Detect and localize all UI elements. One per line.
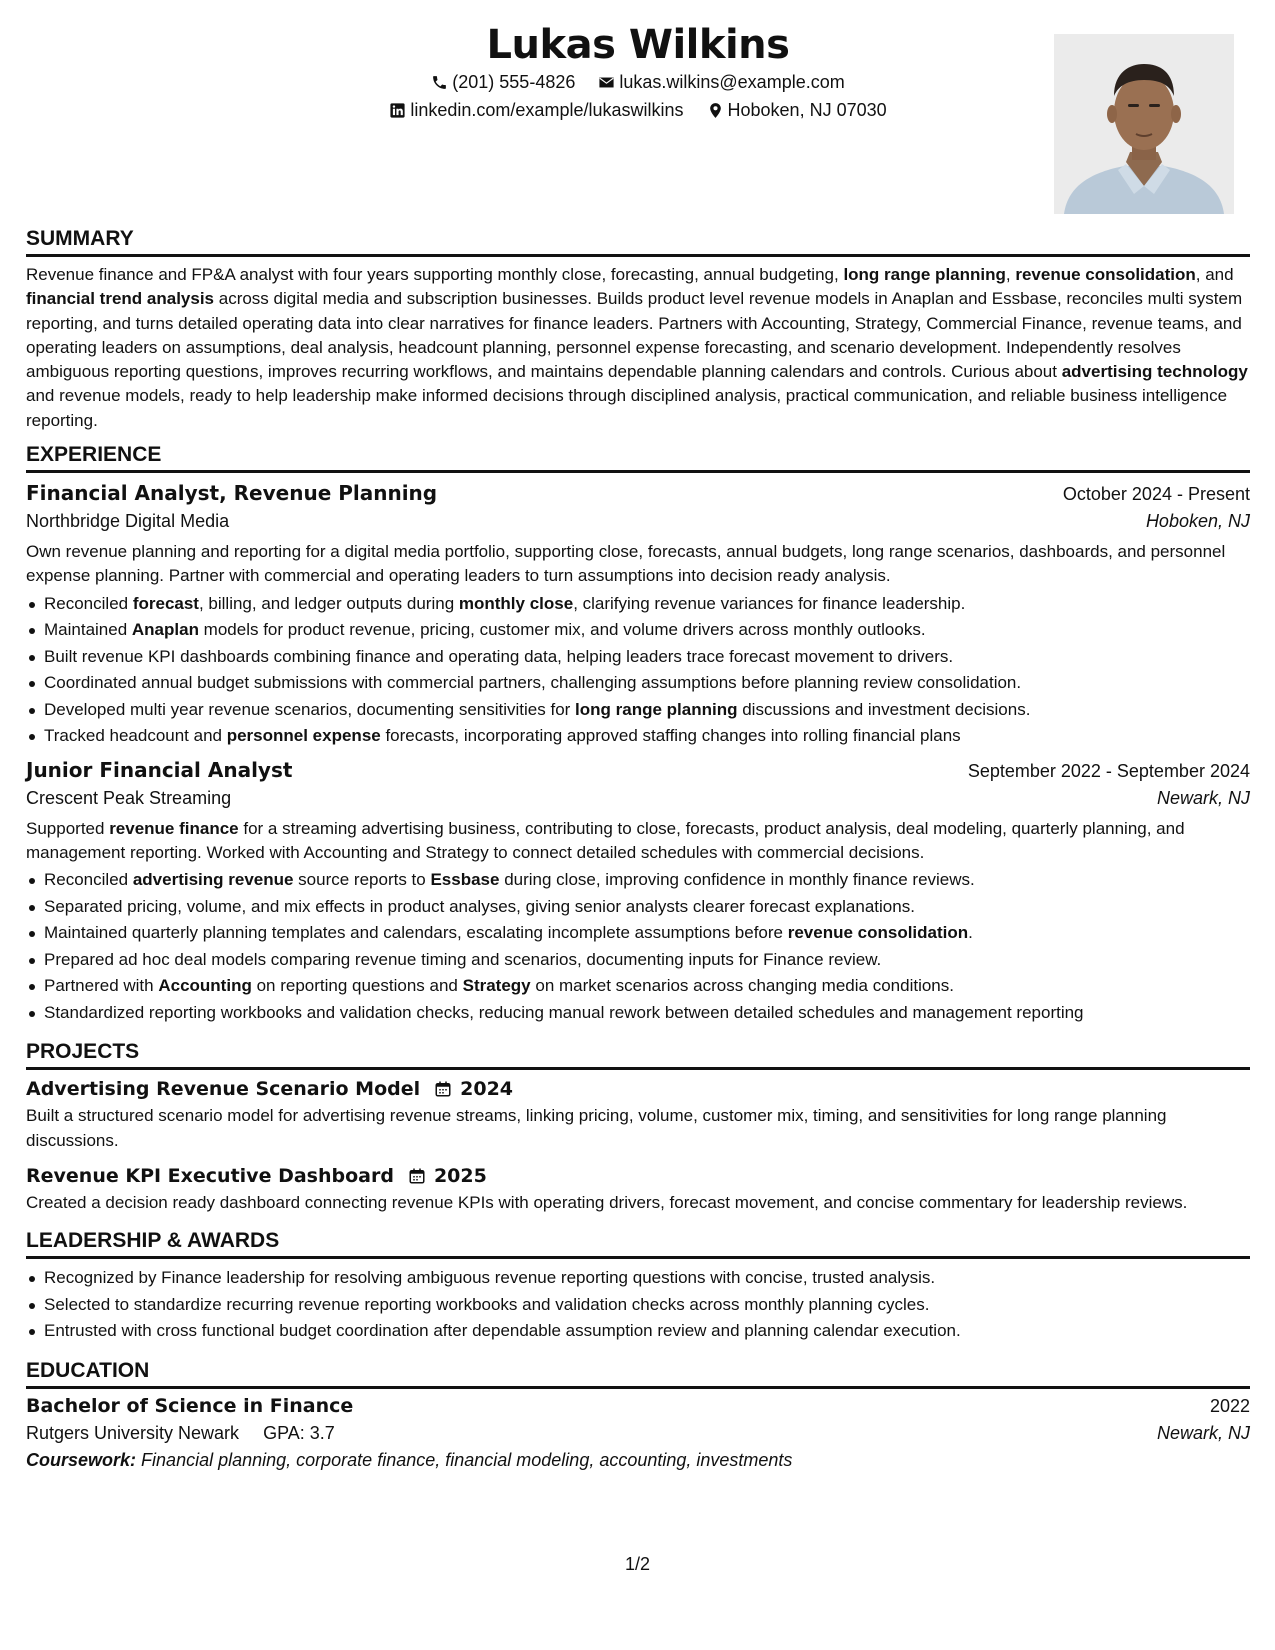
resume-header [26, 22, 1250, 217]
summary-text: Revenue finance and FP&A analyst with four years supporting monthly close, forecasting, annual budgeting, long range planning, revenue consolidation, and financial trend analysis across digital media and subscription businesses. Builds product level revenue models in Anaplan and Essbase, reconciles multi system reporting, and turns detailed operating data into clear narratives for finance leaders. Partners with Accounting, Strategy, Commercial Finance, revenue teams, and operating leaders on assumptions, deal analysis, headcount planning, personnel expense forecasting, and scenario development. Independently resolves ambiguous reporting questions, improves recurring workflows, and maintains dependable planning calendars and controls. Curious about advertising technology and revenue models, ready to help leadership make informed decisions through disciplined analysis, practical communication, and reliable business intelligence reporting. [26, 265, 1248, 430]
gpa: GPA: 3.7 [263, 1422, 335, 1443]
company-name: Northbridge Digital Media [26, 511, 230, 532]
leadership-bullet: Recognized by Finance leadership for resolving ambiguous revenue reporting questions with concise, trusted analysis. [26, 1265, 1250, 1292]
candidate-name: Lukas Wilkins [486, 22, 790, 68]
job-entry [26, 481, 1250, 750]
job-bullet: Separated pricing, volume, and mix effects in product analyses, giving senior analysts clearer forecast explanations. [26, 894, 1250, 921]
location-text: Hoboken, NJ 07030 [727, 100, 887, 120]
project-description: Built a structured scenario model for advertising revenue streams, linking pricing, volume, customer mix, timing, and sensitivities for long range planning discussions. [26, 1106, 1167, 1150]
job-bullet: Partnered with Accounting on reporting questions and Strategy on market scenarios across changing media conditions. [26, 973, 1250, 1000]
job-bullet: Maintained quarterly planning templates and calendars, escalating incomplete assumptions before revenue consolidation. [26, 920, 1250, 947]
job-bullet: Reconciled advertising revenue source reports to Essbase during close, improving confidence in monthly finance reviews. [26, 867, 1250, 894]
job-description: Supported revenue finance for a streaming advertising business, contributing to close, forecasts, product analysis, deal modeling, quarterly planning, and management reporting. Worked with Accounting and Strategy to connect detailed schedules with commercial decisions. [26, 818, 1185, 862]
leadership-bullets [26, 1265, 1250, 1345]
company-name: Crescent Peak Streaming [26, 787, 232, 808]
linkedin-url[interactable]: linkedin.com/example/lukaswilkins [410, 100, 684, 120]
job-location: Hoboken, NJ [1145, 511, 1250, 532]
linkedin-icon [389, 102, 406, 119]
phone-contact [431, 72, 575, 93]
job-bullet: Coordinated annual budget submissions with commercial partners, challenging assumptions before planning review consolidation. [26, 670, 1250, 697]
job-bullet: Prepared ad hoc deal models comparing revenue timing and scenarios, documenting inputs for Finance review. [26, 947, 1250, 974]
job-bullet: Built revenue KPI dashboards combining finance and operating data, helping leaders trace forecast movement to drivers. [26, 644, 1250, 671]
section-title-summary: SUMMARY [26, 227, 1250, 257]
project-title: Advertising Revenue Scenario Model [26, 1078, 421, 1101]
project-entry [26, 1165, 1250, 1215]
section-title-projects: PROJECTS [26, 1040, 1250, 1070]
location-contact [707, 100, 887, 121]
profile-photo [1054, 34, 1234, 214]
school-name: Rutgers University Newark [26, 1422, 240, 1443]
job-location: Newark, NJ [1156, 787, 1250, 808]
phone-icon [431, 74, 448, 91]
education-section [26, 1359, 1250, 1471]
job-title: Junior Financial Analyst [26, 757, 293, 782]
coursework-label: Coursework: [26, 1449, 137, 1470]
summary-section [26, 227, 1250, 433]
job-bullet: Standardized reporting workbooks and validation checks, reducing manual rework between detailed schedules and management reporting [26, 1000, 1250, 1027]
school-location: Newark, NJ [1156, 1422, 1250, 1443]
project-year: 2024 [460, 1078, 514, 1101]
calendar-icon [408, 1167, 426, 1185]
job-title: Financial Analyst, Revenue Planning [26, 481, 438, 506]
job-bullet: Developed multi year revenue scenarios, documenting sensitivities for long range planning discussions and investment decisions. [26, 697, 1250, 724]
envelope-icon [598, 74, 615, 91]
project-entry [26, 1078, 1250, 1153]
project-year: 2025 [433, 1164, 487, 1187]
graduation-year: 2022 [1209, 1395, 1250, 1416]
project-description: Created a decision ready dashboard connecting revenue KPIs with operating drivers, forecast movement, and concise commentary for leadership reviews. [26, 1192, 1188, 1212]
email-address[interactable]: lukas.wilkins@example.com [619, 72, 845, 92]
leadership-bullet: Entrusted with cross functional budget coordination after dependable assumption review and planning calendar execution. [26, 1318, 1250, 1345]
job-bullet: Tracked headcount and personnel expense forecasts, incorporating approved staffing changes into rolling financial plans [26, 723, 1250, 750]
job-bullets [26, 867, 1250, 1026]
job-description: Own revenue planning and reporting for a digital media portfolio, supporting close, forecasts, annual budgets, long range scenarios, dashboards, and personnel expense planning. Partner with commercial and operating leaders to turn assumptions into decision ready analysis. [26, 542, 1226, 586]
phone-number: (201) 555-4826 [452, 72, 576, 92]
job-entry [26, 758, 1250, 1027]
resume-page [26, 20, 1250, 1471]
calendar-icon [434, 1080, 452, 1098]
coursework [26, 1450, 1250, 1471]
job-dates: October 2024 - Present [1062, 484, 1250, 505]
project-title: Revenue KPI Executive Dashboard [26, 1164, 394, 1187]
map-pin-icon [707, 102, 724, 119]
leadership-section [26, 1229, 1250, 1345]
section-title-experience: EXPERIENCE [26, 443, 1250, 473]
leadership-bullet: Selected to standardize recurring revenue reporting workbooks and validation checks across monthly planning cycles. [26, 1292, 1250, 1319]
section-title-education: EDUCATION [26, 1359, 1250, 1389]
linkedin-contact[interactable] [389, 100, 683, 121]
coursework-text: Financial planning, corporate finance, financial modeling, accounting, investments [141, 1449, 793, 1470]
experience-section [26, 443, 1250, 1026]
degree-title: Bachelor of Science in Finance [26, 1394, 354, 1417]
email-contact[interactable] [598, 72, 844, 93]
job-bullet: Reconciled forecast, billing, and ledger outputs during monthly close, clarifying revenue variances for finance leadership. [26, 591, 1250, 618]
page-number: 1/2 [624, 1554, 651, 1574]
job-bullet: Maintained Anaplan models for product revenue, pricing, customer mix, and volume drivers across monthly outlooks. [26, 617, 1250, 644]
job-dates: September 2022 - September 2024 [967, 760, 1250, 781]
section-title-leadership: LEADERSHIP & AWARDS [26, 1229, 1250, 1259]
job-bullets [26, 591, 1250, 750]
projects-section [26, 1040, 1250, 1215]
